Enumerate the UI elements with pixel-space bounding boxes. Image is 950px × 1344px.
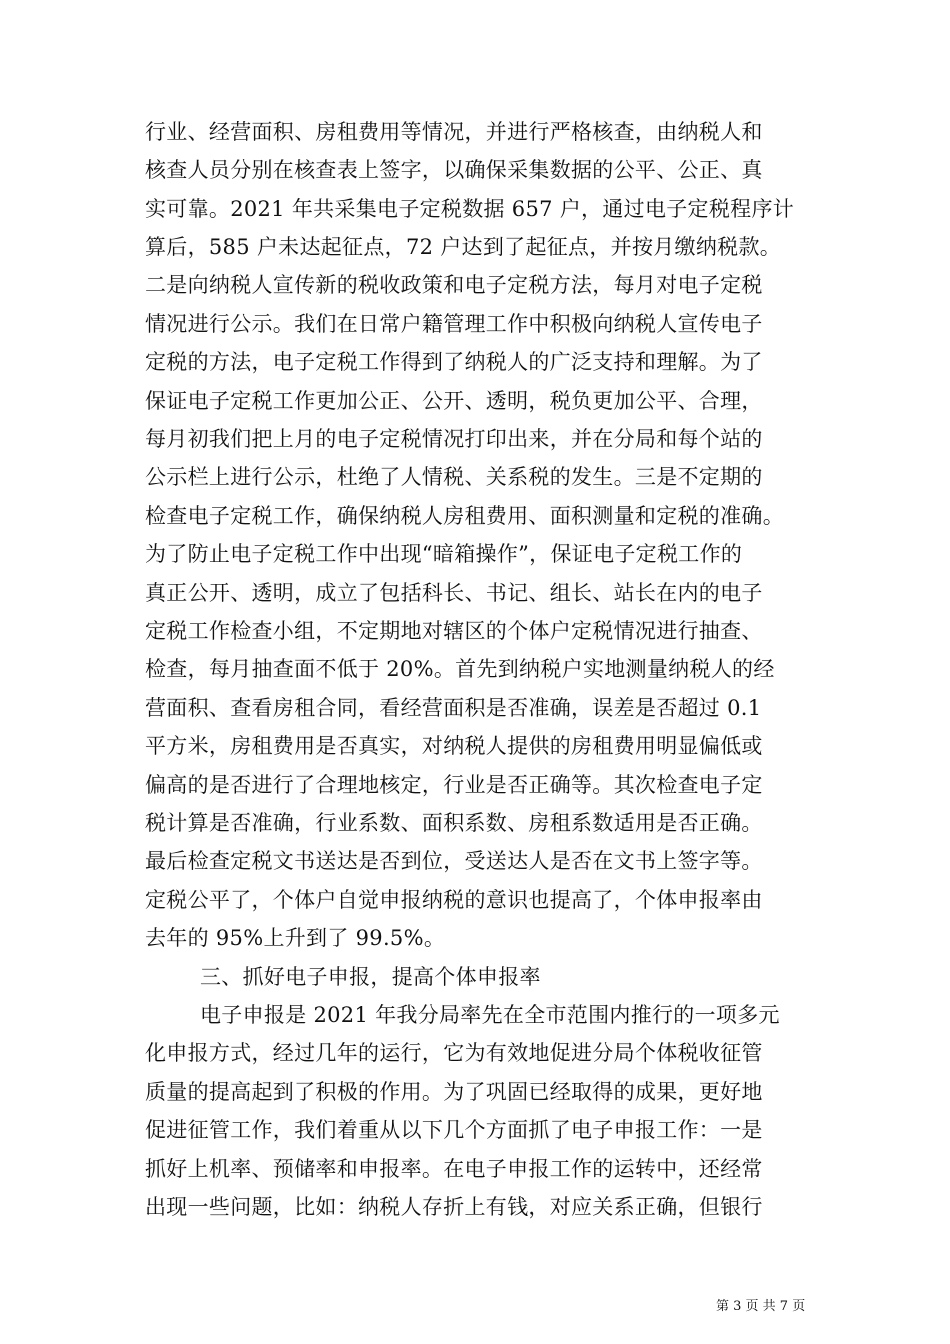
paragraph-first-line: 电子申报是 2021 年我分局率先在全市范围内推行的一项多元 bbox=[200, 1003, 780, 1027]
text-line: 定税的方法，电子定税工作得到了纳税人的广泛支持和理解。为了 bbox=[145, 350, 763, 374]
text-line: 保证电子定税工作更加公正、公开、透明，税负更加公平、合理， bbox=[145, 389, 763, 413]
section-heading: 三、抓好电子申报，提高个体申报率 bbox=[200, 965, 541, 989]
text-line: 平方米，房租费用是否真实，对纳税人提供的房租费用明显偏低或 bbox=[145, 734, 763, 758]
text-line: 检查，每月抽查面不低于 20%。首先到纳税户实地测量纳税人的经 bbox=[145, 657, 775, 681]
text-line: 税计算是否准确，行业系数、面积系数、房租系数适用是否正确。 bbox=[145, 811, 763, 835]
page-number-footer: 第 3 页 共 7 页 bbox=[716, 1299, 806, 1314]
text-line: 核查人员分别在核查表上签字，以确保采集数据的公平、公正、真 bbox=[145, 158, 763, 182]
text-line: 行业、经营面积、房租费用等情况，并进行严格核查，由纳税人和 bbox=[145, 120, 763, 144]
text-line: 二是向纳税人宣传新的税收政策和电子定税方法，每月对电子定税 bbox=[145, 273, 763, 297]
text-line: 算后，585 户未达起征点，72 户达到了起征点，并按月缴纳税款。 bbox=[145, 235, 782, 259]
text-line: 每月初我们把上月的电子定税情况打印出来，并在分局和每个站的 bbox=[145, 427, 763, 451]
text-line: 促进征管工作，我们着重从以下几个方面抓了电子申报工作：一是 bbox=[145, 1118, 763, 1142]
text-line: 定税公平了，个体户自觉申报纳税的意识也提高了，个体申报率由 bbox=[145, 888, 763, 912]
text-line: 化申报方式，经过几年的运行，它为有效地促进分局个体税收征管 bbox=[145, 1041, 763, 1065]
text-line: 检查电子定税工作，确保纳税人房租费用、面积测量和定税的准确。 bbox=[145, 504, 784, 528]
text-line: 实可靠。2021 年共采集电子定税数据 657 户，通过电子定税程序计 bbox=[145, 197, 795, 221]
text-line: 出现一些问题，比如：纳税人存折上有钱，对应关系正确，但银行 bbox=[145, 1195, 763, 1219]
text-line: 偏高的是否进行了合理地核定，行业是否正确等。其次检查电子定 bbox=[145, 773, 763, 797]
text-line: 为了防止电子定税工作中出现“暗箱操作”，保证电子定税工作的 bbox=[145, 542, 743, 566]
text-line: 营面积、查看房租合同，看经营面积是否准确，误差是否超过 0.1 bbox=[145, 696, 762, 720]
text-line: 去年的 95%上升到了 99.5%。 bbox=[145, 926, 446, 950]
text-line: 抓好上机率、预储率和申报率。在电子申报工作的运转中，还经常 bbox=[145, 1157, 763, 1181]
text-line: 公示栏上进行公示，杜绝了人情税、关系税的发生。三是不定期的 bbox=[145, 465, 763, 489]
text-line: 定税工作检查小组，不定期地对辖区的个体户定税情况进行抽查、 bbox=[145, 619, 763, 643]
text-line: 真正公开、透明，成立了包括科长、书记、组长、站长在内的电子 bbox=[145, 581, 763, 605]
text-line: 情况进行公示。我们在日常户籍管理工作中积极向纳税人宣传电子 bbox=[145, 312, 763, 336]
text-line: 最后检查定税文书送达是否到位，受送达人是否在文书上签字等。 bbox=[145, 849, 763, 873]
text-line: 质量的提高起到了积极的作用。为了巩固已经取得的成果，更好地 bbox=[145, 1080, 763, 1104]
